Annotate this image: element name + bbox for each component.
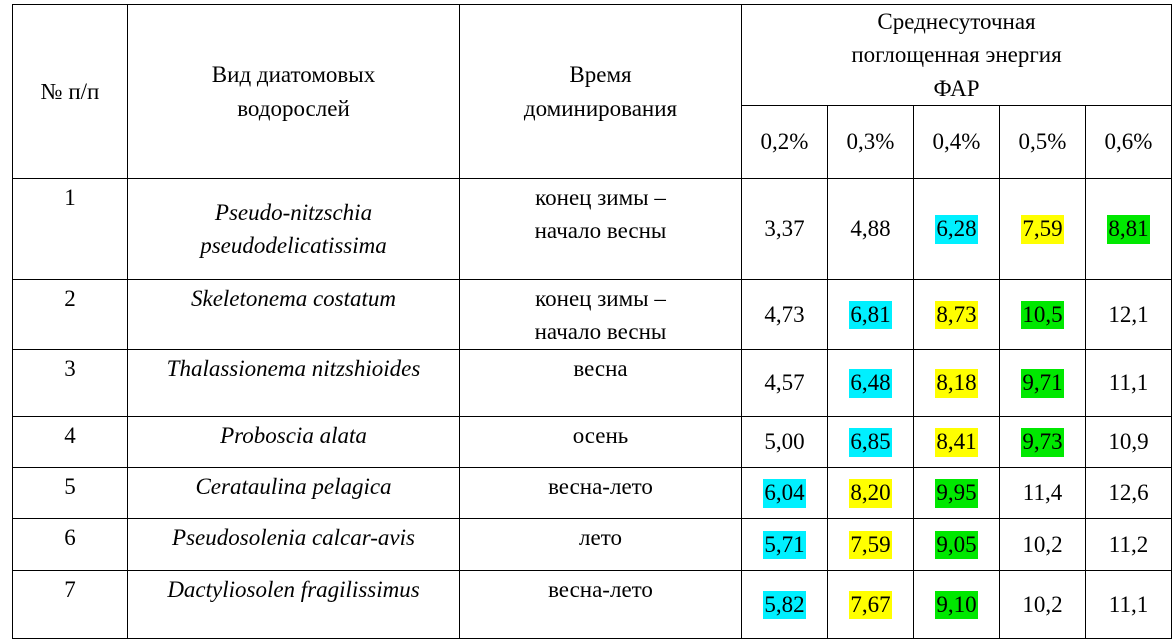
header-time: Время доминирования (460, 5, 742, 179)
species-name: Proboscia alata (128, 416, 460, 467)
energy-value: 6,81 (849, 301, 891, 330)
energy-value: 4,88 (850, 216, 891, 242)
header-energy-level: 0,2% (742, 106, 828, 179)
energy-value-cell (1086, 467, 1172, 518)
dominance-time: конец зимы – начало весны (460, 179, 742, 280)
energy-value-cell (1086, 179, 1172, 280)
energy-value: 7,59 (1021, 215, 1063, 244)
energy-value: 10,2 (1022, 591, 1063, 617)
energy-value-cell (1000, 467, 1086, 518)
dominance-time: лето (460, 518, 742, 570)
header-energy-level: 0,6% (1086, 106, 1172, 179)
energy-value-cell (1086, 570, 1172, 638)
energy-value: 10,2 (1022, 531, 1063, 557)
energy-value: 9,71 (1021, 369, 1063, 398)
energy-value: 10,5 (1021, 301, 1063, 330)
energy-value-cell (1000, 280, 1086, 350)
table-row (13, 467, 1172, 518)
energy-value: 3,37 (764, 216, 805, 242)
energy-value-cell (1000, 518, 1086, 570)
energy-value-cell (828, 416, 914, 467)
energy-value: 9,05 (935, 531, 977, 560)
row-number: 4 (13, 416, 128, 467)
energy-value-cell (828, 280, 914, 350)
energy-value-cell (742, 416, 828, 467)
row-number: 6 (13, 518, 128, 570)
dominance-time: весна (460, 349, 742, 416)
dominance-time: конец зимы – начало весны (460, 280, 742, 350)
energy-value-cell (914, 518, 1000, 570)
energy-value: 11,1 (1108, 370, 1149, 396)
energy-value: 9,95 (935, 479, 977, 508)
energy-value: 5,00 (764, 429, 805, 455)
dominance-time: весна-лето (460, 570, 742, 638)
energy-value: 8,18 (935, 369, 977, 398)
row-number: 5 (13, 467, 128, 518)
energy-value: 8,20 (849, 479, 891, 508)
energy-value-cell (1000, 570, 1086, 638)
energy-value: 4,57 (764, 370, 805, 396)
energy-value: 11,2 (1108, 531, 1149, 557)
energy-value-cell (1086, 416, 1172, 467)
energy-value: 11,4 (1022, 480, 1063, 506)
dominance-time: осень (460, 416, 742, 467)
energy-value-cell (1000, 179, 1086, 280)
energy-value-cell (828, 467, 914, 518)
energy-value: 6,04 (763, 479, 805, 508)
energy-value: 8,81 (1107, 215, 1149, 244)
energy-value: 11,1 (1108, 591, 1149, 617)
energy-value-cell (1000, 416, 1086, 467)
energy-value-cell (742, 467, 828, 518)
species-name: Dactyliosolen fragilissimus (128, 570, 460, 638)
row-number: 2 (13, 280, 128, 350)
energy-value-cell (1000, 349, 1086, 416)
energy-value: 5,82 (763, 591, 805, 620)
table-row (13, 570, 1172, 638)
energy-value-cell (828, 570, 914, 638)
table-row (13, 179, 1172, 280)
energy-value-cell (914, 280, 1000, 350)
energy-value-cell (828, 518, 914, 570)
energy-value: 8,41 (935, 428, 977, 457)
energy-value-cell (914, 179, 1000, 280)
diatom-energy-table (12, 4, 1172, 639)
energy-value: 10,9 (1108, 429, 1149, 455)
energy-value-cell (828, 349, 914, 416)
energy-value-cell (914, 349, 1000, 416)
header-species: Вид диатомовых водорослей (128, 5, 460, 179)
header-energy-level: 0,4% (914, 106, 1000, 179)
row-number: 7 (13, 570, 128, 638)
dominance-time: весна-лето (460, 467, 742, 518)
table-row (13, 280, 1172, 350)
energy-value-cell (1086, 280, 1172, 350)
energy-value: 5,71 (763, 531, 805, 560)
energy-value: 6,28 (935, 215, 977, 244)
energy-value-cell (742, 280, 828, 350)
energy-value-cell (742, 349, 828, 416)
species-name: Cerataulina pelagica (128, 467, 460, 518)
energy-value-cell (742, 179, 828, 280)
energy-value-cell (914, 467, 1000, 518)
energy-value-cell (914, 416, 1000, 467)
header-energy-group: Среднесуточная поглощенная энергия ФАР (742, 5, 1172, 106)
energy-value: 4,73 (764, 301, 805, 327)
table-row (13, 416, 1172, 467)
energy-value-cell (742, 518, 828, 570)
species-name: Thalassionema nitzshioides (128, 349, 460, 416)
species-name: Pseudo-nitzschia pseudodelicatissima (128, 179, 460, 280)
table-body (13, 5, 1172, 639)
energy-value-cell (742, 570, 828, 638)
energy-value: 9,10 (935, 591, 977, 620)
energy-value: 12,1 (1108, 301, 1149, 327)
header-row-1 (13, 5, 1172, 106)
energy-value: 7,59 (849, 531, 891, 560)
energy-value: 7,67 (849, 591, 891, 620)
table-row (13, 349, 1172, 416)
energy-value-cell (1086, 518, 1172, 570)
table-row (13, 518, 1172, 570)
species-name: Pseudosolenia calcar-avis (128, 518, 460, 570)
species-name: Skeletonema costatum (128, 280, 460, 350)
row-number: 3 (13, 349, 128, 416)
energy-value: 9,73 (1021, 428, 1063, 457)
header-num: № п/п (13, 5, 128, 179)
energy-value-cell (1086, 349, 1172, 416)
energy-value: 12,6 (1108, 480, 1149, 506)
header-energy-level: 0,3% (828, 106, 914, 179)
energy-value-cell (828, 179, 914, 280)
row-number: 1 (13, 179, 128, 280)
energy-value: 6,48 (849, 369, 891, 398)
energy-value: 6,85 (849, 428, 891, 457)
energy-value: 8,73 (935, 301, 977, 330)
header-energy-level: 0,5% (1000, 106, 1086, 179)
energy-value-cell (914, 570, 1000, 638)
